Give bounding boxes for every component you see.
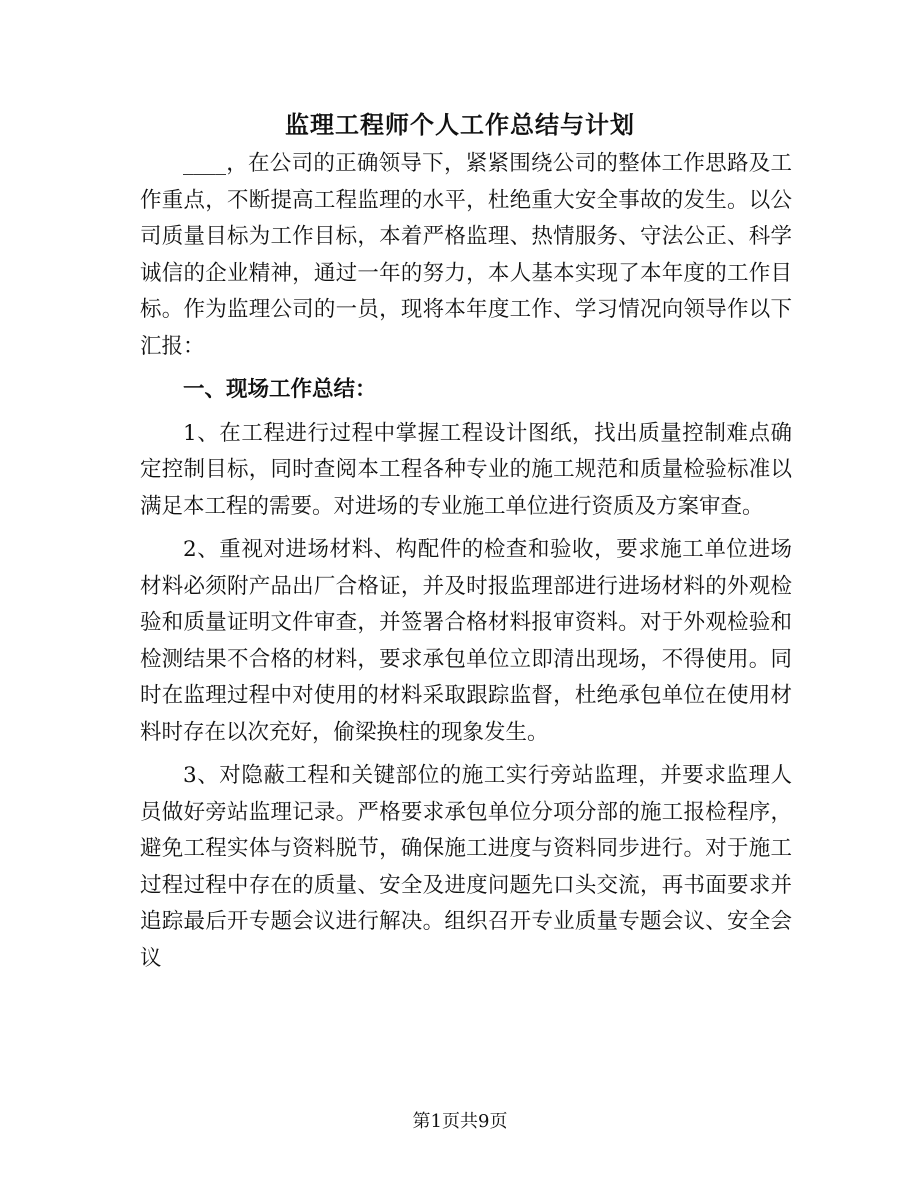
page-title: 监理工程师个人工作总结与计划 <box>285 110 635 139</box>
section-heading-site-work: 一、现场工作总结： <box>183 377 377 402</box>
document-body <box>140 146 792 977</box>
intro-paragraph: ____，在公司的正确领导下，紧紧围绕公司的整体工作思路及工作重点，不断提高工程监理的水平，杜绝重大安全事故的发生。以公司质量目标为工作目标，本着严格监理、热情服务、守法公正、科学诚信的企业精神，通过一年的努力，本人基本实现了本年度的工作目标。作为监理公司的一员，现将本年度工作、学习情况向领导作以下汇报： <box>140 151 792 359</box>
page-number-footer: 第1页共9页 <box>412 1111 508 1132</box>
paragraph-item-3: 3、对隐蔽工程和关键部位的施工实行旁站监理，并要求监理人员做好旁站监理记录。严格要求承包单位分项分部的施工报检程序，避免工程实体与资料脱节，确保施工进度与资料同步进行。对于施工过程过程中存在的质量、安全及进度问题先口头交流，再书面要求并追踪最后开专题会议进行解决。组织召开专业质量专题会议、安全会议 <box>140 763 792 971</box>
paragraph-item-2: 2、重视对进场材料、构配件的检查和验收，要求施工单位进场材料必须附产品出厂合格证，并及时报监理部进行进场材料的外观检验和质量证明文件审查，并签署合格材料报审资料。对于外观检验和检测结果不合格的材料，要求承包单位立即清出现场，不得使用。同时在监理过程中对使用的材料采取跟踪监督，杜绝承包单位在使用材料时存在以次充好，偷梁换柱的现象发生。 <box>140 537 792 745</box>
paragraph-item-1: 1、在工程进行过程中掌握工程设计图纸，找出质量控制难点确定控制目标，同时查阅本工程各种专业的施工规范和质量检验标准以满足本工程的需要。对进场的专业施工单位进行资质及方案审查。 <box>140 420 792 519</box>
